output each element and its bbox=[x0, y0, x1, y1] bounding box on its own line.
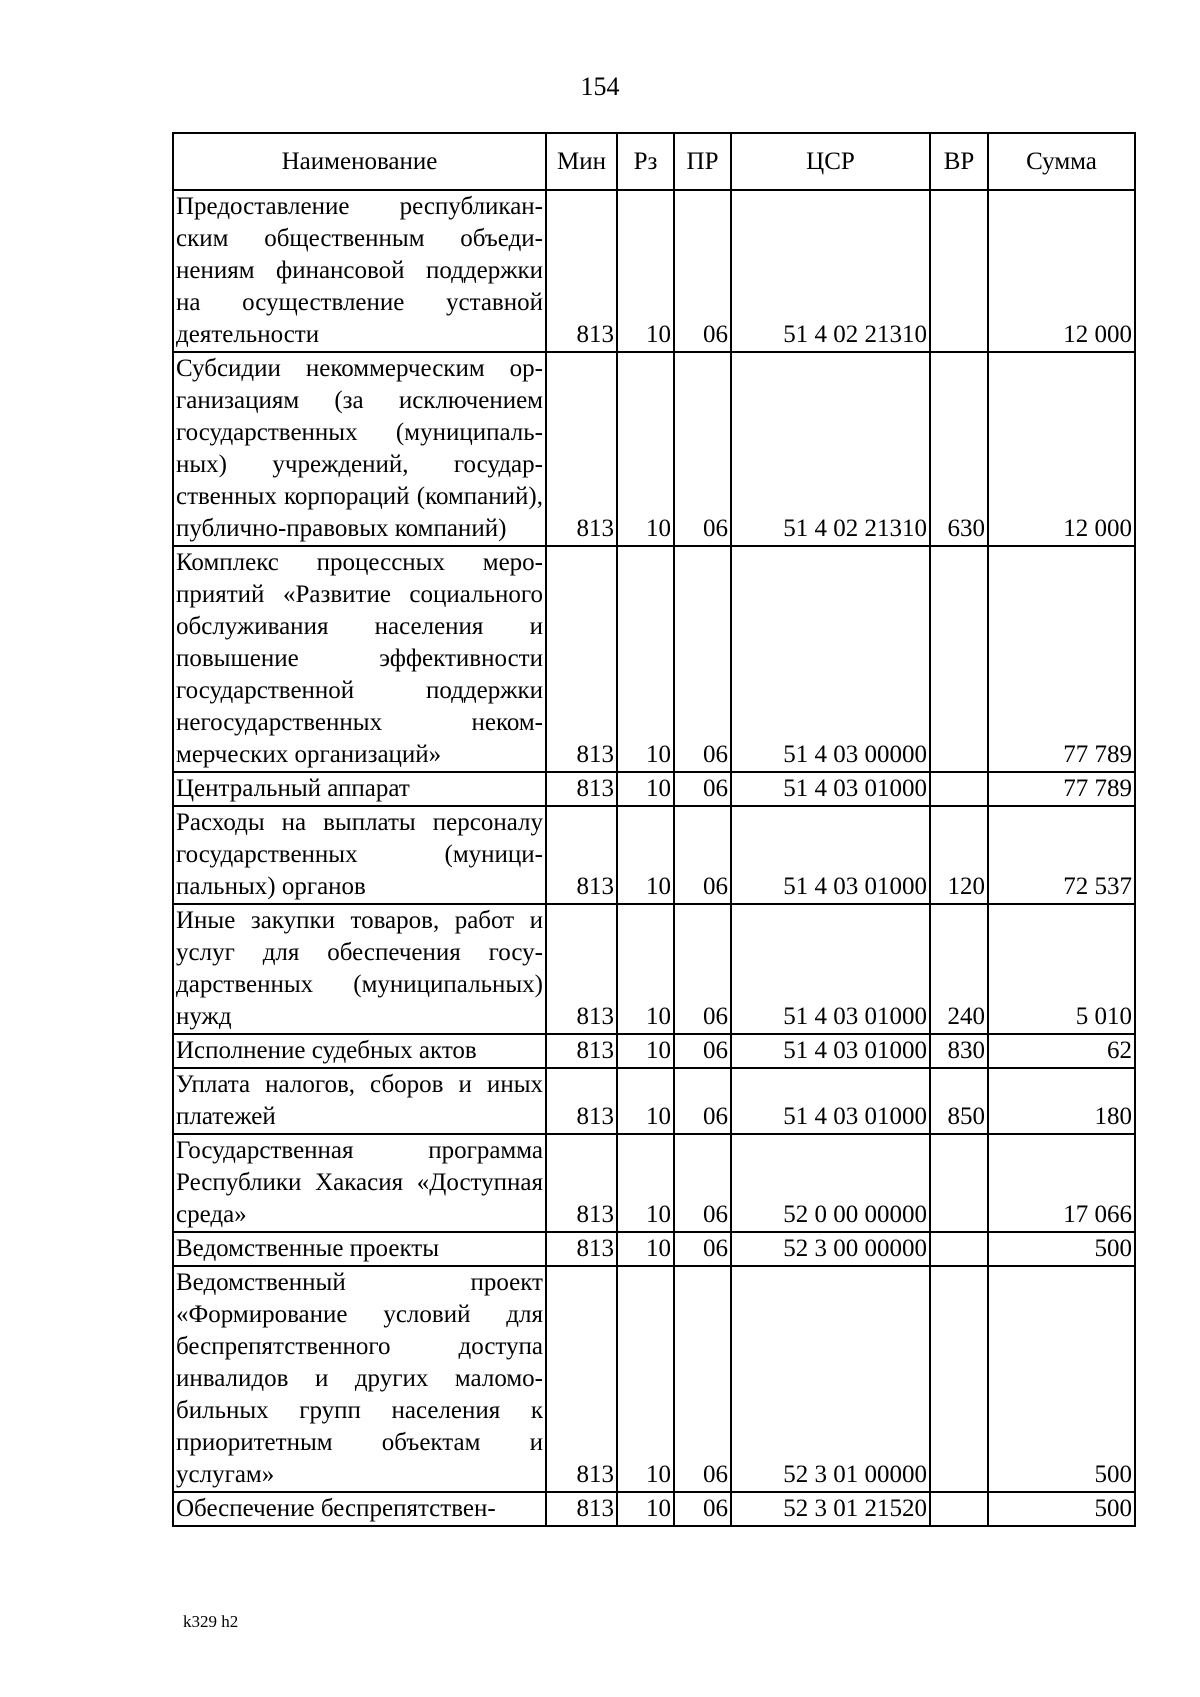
cell-pr: 06 bbox=[674, 772, 731, 806]
cell-csr: 51 4 03 01000 bbox=[731, 1068, 930, 1134]
table-row bbox=[173, 352, 1135, 546]
cell-min: 813 bbox=[546, 1034, 617, 1068]
header-csr: ЦСР bbox=[731, 133, 930, 190]
cell-min: 813 bbox=[546, 772, 617, 806]
header-name: Наименование bbox=[173, 133, 546, 190]
cell-sum: 500 bbox=[988, 1232, 1135, 1266]
cell-vr bbox=[930, 1232, 988, 1266]
cell-name: Иные закупки товаров, работ и услуг для обеспечения государственных (муниципальных) нужд bbox=[173, 904, 546, 1034]
table-row bbox=[173, 904, 1135, 1034]
cell-pr: 06 bbox=[674, 546, 731, 772]
cell-csr: 52 0 00 00000 bbox=[731, 1134, 930, 1232]
cell-rz: 10 bbox=[617, 1492, 674, 1526]
header-rz: Рз bbox=[617, 133, 674, 190]
cell-csr: 51 4 03 01000 bbox=[731, 806, 930, 904]
table-row bbox=[173, 1134, 1135, 1232]
cell-min: 813 bbox=[546, 1266, 617, 1492]
cell-vr: 120 bbox=[930, 806, 988, 904]
cell-name: Субсидии некоммерческим организациям (за исключением государственных (муниципальных) учреждений, государственных корпораций (компаний), публично-правовых компаний) bbox=[173, 352, 546, 546]
cell-name: Исполнение судебных актов bbox=[173, 1034, 546, 1068]
cell-pr: 06 bbox=[674, 904, 731, 1034]
cell-rz: 10 bbox=[617, 190, 674, 352]
table-row bbox=[173, 1492, 1135, 1526]
cell-pr: 06 bbox=[674, 1068, 731, 1134]
cell-pr: 06 bbox=[674, 1232, 731, 1266]
cell-sum: 12 000 bbox=[988, 190, 1135, 352]
table-row bbox=[173, 1232, 1135, 1266]
cell-vr bbox=[930, 772, 988, 806]
cell-min: 813 bbox=[546, 1134, 617, 1232]
cell-sum: 5 010 bbox=[988, 904, 1135, 1034]
cell-sum: 180 bbox=[988, 1068, 1135, 1134]
cell-rz: 10 bbox=[617, 546, 674, 772]
page-number: 154 bbox=[580, 72, 620, 101]
cell-sum: 77 789 bbox=[988, 546, 1135, 772]
cell-csr: 51 4 02 21310 bbox=[731, 352, 930, 546]
cell-name: Предоставление республиканским общественным объединениям финансовой поддержки на осуществление уставной деятельности bbox=[173, 190, 546, 352]
footer-code: k329 h2 bbox=[183, 1612, 239, 1631]
header-min: Мин bbox=[546, 133, 617, 190]
cell-rz: 10 bbox=[617, 352, 674, 546]
table-header-row bbox=[173, 133, 1135, 190]
cell-csr: 51 4 03 00000 bbox=[731, 546, 930, 772]
table-row bbox=[173, 1266, 1135, 1492]
cell-min: 813 bbox=[546, 1068, 617, 1134]
cell-name: Ведомственный проект «Формирование условий для беспрепятственного доступа инвалидов и других маломобильных групп населения к приоритетным объектам и услугам» bbox=[173, 1266, 546, 1492]
header-vr: ВР bbox=[930, 133, 988, 190]
cell-min: 813 bbox=[546, 190, 617, 352]
table-row bbox=[173, 772, 1135, 806]
cell-sum: 500 bbox=[988, 1492, 1135, 1526]
table-row bbox=[173, 806, 1135, 904]
cell-rz: 10 bbox=[617, 904, 674, 1034]
cell-vr: 850 bbox=[930, 1068, 988, 1134]
cell-rz: 10 bbox=[617, 1068, 674, 1134]
cell-name: Комплекс процессных мероприятий «Развитие социального обслуживания населения и повышение эффективности государственной поддержки негосударственных некоммерческих организаций» bbox=[173, 546, 546, 772]
cell-csr: 52 3 01 00000 bbox=[731, 1266, 930, 1492]
cell-csr: 52 3 00 00000 bbox=[731, 1232, 930, 1266]
table-row bbox=[173, 546, 1135, 772]
cell-sum: 72 537 bbox=[988, 806, 1135, 904]
cell-rz: 10 bbox=[617, 1232, 674, 1266]
table-row bbox=[173, 1068, 1135, 1134]
cell-min: 813 bbox=[546, 1232, 617, 1266]
cell-vr bbox=[930, 1492, 988, 1526]
cell-name: Государственная программа Республики Хакасия «Доступная среда» bbox=[173, 1134, 546, 1232]
cell-vr bbox=[930, 546, 988, 772]
cell-sum: 500 bbox=[988, 1266, 1135, 1492]
cell-csr: 51 4 03 01000 bbox=[731, 904, 930, 1034]
cell-rz: 10 bbox=[617, 806, 674, 904]
header-sum: Сумма bbox=[988, 133, 1135, 190]
cell-vr bbox=[930, 1266, 988, 1492]
cell-vr bbox=[930, 190, 988, 352]
cell-sum: 62 bbox=[988, 1034, 1135, 1068]
cell-csr: 51 4 03 01000 bbox=[731, 772, 930, 806]
table-row bbox=[173, 190, 1135, 352]
cell-csr: 52 3 01 21520 bbox=[731, 1492, 930, 1526]
cell-csr: 51 4 02 21310 bbox=[731, 190, 930, 352]
cell-pr: 06 bbox=[674, 1266, 731, 1492]
cell-name: Обеспечение беспрепятствен- bbox=[173, 1492, 546, 1526]
cell-rz: 10 bbox=[617, 1266, 674, 1492]
header-pr: ПР bbox=[674, 133, 731, 190]
cell-rz: 10 bbox=[617, 1034, 674, 1068]
cell-min: 813 bbox=[546, 546, 617, 772]
cell-csr: 51 4 03 01000 bbox=[731, 1034, 930, 1068]
cell-vr: 830 bbox=[930, 1034, 988, 1068]
cell-name: Центральный аппарат bbox=[173, 772, 546, 806]
cell-min: 813 bbox=[546, 352, 617, 546]
cell-sum: 17 066 bbox=[988, 1134, 1135, 1232]
cell-name: Ведомственные проекты bbox=[173, 1232, 546, 1266]
cell-vr: 630 bbox=[930, 352, 988, 546]
budget-table bbox=[172, 132, 1136, 1527]
cell-pr: 06 bbox=[674, 1492, 731, 1526]
cell-name: Уплата налогов, сборов и иных платежей bbox=[173, 1068, 546, 1134]
cell-name: Расходы на выплаты персоналу государственных (муниципальных) органов bbox=[173, 806, 546, 904]
cell-rz: 10 bbox=[617, 1134, 674, 1232]
cell-pr: 06 bbox=[674, 1034, 731, 1068]
cell-sum: 12 000 bbox=[988, 352, 1135, 546]
cell-pr: 06 bbox=[674, 1134, 731, 1232]
cell-sum: 77 789 bbox=[988, 772, 1135, 806]
cell-min: 813 bbox=[546, 806, 617, 904]
cell-min: 813 bbox=[546, 904, 617, 1034]
cell-pr: 06 bbox=[674, 352, 731, 546]
cell-pr: 06 bbox=[674, 806, 731, 904]
cell-vr bbox=[930, 1134, 988, 1232]
cell-rz: 10 bbox=[617, 772, 674, 806]
table-body bbox=[173, 190, 1135, 1526]
cell-min: 813 bbox=[546, 1492, 617, 1526]
table-row bbox=[173, 1034, 1135, 1068]
cell-pr: 06 bbox=[674, 190, 731, 352]
cell-vr: 240 bbox=[930, 904, 988, 1034]
